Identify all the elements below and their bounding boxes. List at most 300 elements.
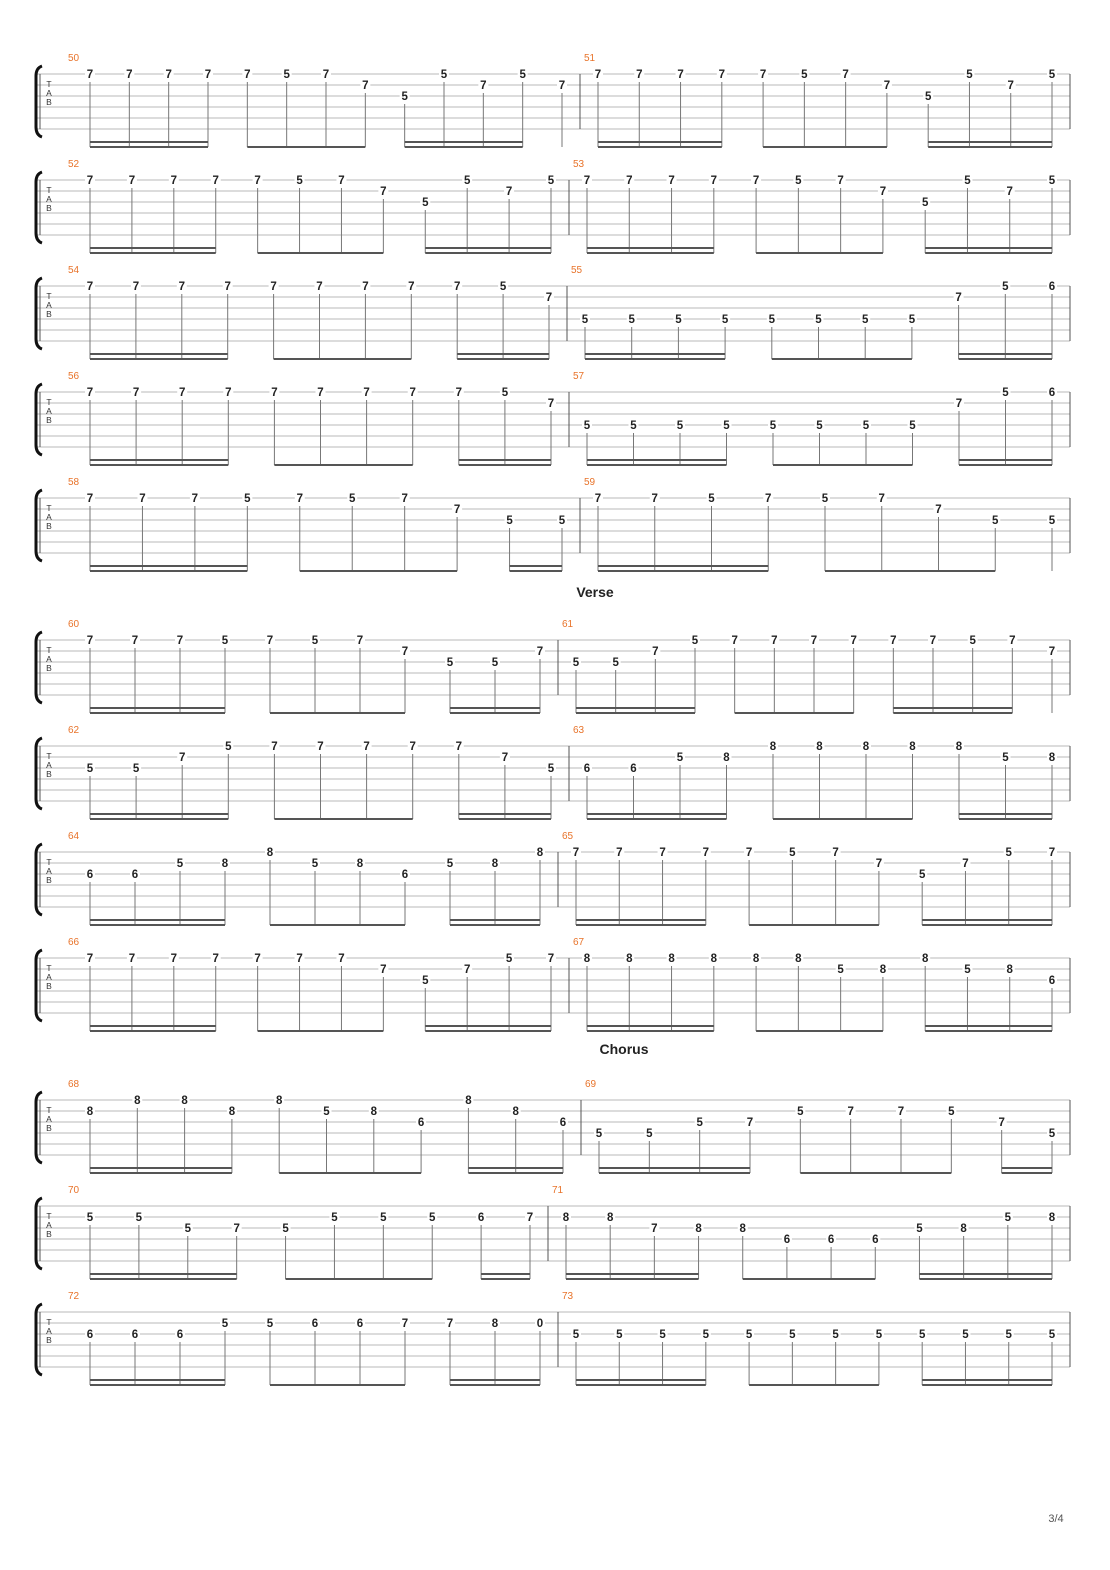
fret-number: 5	[1048, 1329, 1056, 1341]
fret-number: 7	[380, 186, 387, 198]
fret-number: 5	[962, 1329, 969, 1341]
beam	[587, 464, 727, 466]
beam	[922, 1384, 1052, 1386]
beam	[735, 712, 854, 714]
fret-number: 8	[491, 1318, 499, 1330]
fret-number: 6	[176, 1329, 184, 1341]
tab-system	[36, 619, 1070, 714]
fret-number: 5	[380, 1212, 387, 1224]
tab-system	[36, 477, 1070, 572]
fret-number: 7	[132, 281, 140, 293]
tab-clef-letter: A	[46, 654, 52, 664]
fret-number: 6	[131, 869, 139, 881]
fret-number: 6	[583, 763, 591, 775]
fret-number: 7	[225, 387, 232, 399]
fret-number: 7	[875, 858, 883, 870]
beam-secondary	[90, 565, 247, 567]
tab-clef-letter: B	[46, 663, 52, 673]
fret-number: 7	[1048, 646, 1056, 658]
fret-number: 7	[636, 69, 643, 81]
fret-number: 8	[710, 953, 718, 965]
fret-number: 5	[861, 314, 869, 326]
tab-clef-letter: A	[46, 1326, 52, 1336]
fret-number: 7	[583, 175, 591, 187]
measure-number: 51	[584, 53, 596, 64]
fret-number: 7	[883, 80, 891, 92]
fret-number: 7	[731, 635, 738, 647]
fret-number: 5	[837, 964, 844, 976]
fret-number: 7	[356, 635, 364, 647]
fret-number: 7	[501, 752, 509, 764]
measure-number: 61	[562, 619, 574, 630]
beam-secondary	[450, 707, 540, 709]
fret-number: 6	[1048, 975, 1056, 987]
fret-number: 7	[745, 847, 753, 859]
fret-number: 8	[370, 1106, 378, 1118]
system-bracket	[36, 1198, 42, 1269]
tab-clef-letter: T	[46, 503, 52, 513]
fret-number: 8	[1048, 752, 1056, 764]
fret-number: 7	[455, 387, 463, 399]
fret-number: 5	[1004, 1212, 1012, 1224]
fret-number: 8	[769, 741, 777, 753]
fret-number: 5	[135, 1212, 143, 1224]
beam	[270, 1384, 405, 1386]
beam	[90, 712, 225, 714]
beam	[90, 1278, 237, 1280]
fret-number: 5	[948, 1106, 955, 1118]
system-bracket	[36, 738, 42, 809]
fret-number: 7	[86, 387, 94, 399]
fret-number: 7	[86, 493, 94, 505]
fret-number: 5	[916, 1223, 923, 1235]
fret-number: 0	[536, 1318, 544, 1330]
fret-number: 5	[583, 420, 591, 432]
beam-secondary	[576, 707, 695, 709]
tab-system	[36, 159, 1070, 254]
tab-clef-letter: A	[46, 1114, 52, 1124]
tab-clef-letter: A	[46, 512, 52, 522]
fret-number: 7	[547, 953, 555, 965]
fret-number: 7	[178, 281, 186, 293]
beam	[773, 818, 913, 820]
fret-number: 7	[536, 646, 544, 658]
fret-number: 5	[1048, 175, 1056, 187]
beam-secondary	[922, 1379, 1052, 1381]
fret-number: 7	[126, 69, 133, 81]
fret-number: 7	[338, 953, 345, 965]
fret-number: 7	[1006, 186, 1013, 198]
fret-number: 5	[184, 1223, 191, 1235]
beam	[1002, 1172, 1052, 1174]
fret-number: 7	[233, 1223, 240, 1235]
tab-clef-letter: B	[46, 981, 52, 991]
fret-number: 5	[311, 635, 319, 647]
beam-secondary	[90, 247, 216, 249]
beam	[959, 818, 1052, 820]
beam-secondary	[405, 141, 523, 143]
fret-number: 5	[795, 175, 802, 187]
beam-secondary	[925, 247, 1052, 249]
fret-number: 5	[266, 1318, 274, 1330]
fret-number: 8	[606, 1212, 614, 1224]
tab-clef-letter: B	[46, 769, 52, 779]
beam	[587, 1030, 714, 1032]
fret-number: 5	[801, 69, 808, 81]
fret-number: 7	[935, 504, 942, 516]
fret-number: 5	[422, 975, 429, 987]
fret-number: 7	[659, 847, 666, 859]
beam	[587, 818, 727, 820]
beam	[825, 570, 995, 572]
measure-number: 63	[573, 725, 585, 736]
fret-number: 5	[832, 1329, 839, 1341]
fret-number: 8	[536, 847, 544, 859]
beam-secondary	[576, 1379, 706, 1381]
fret-number: 5	[702, 1329, 710, 1341]
beam	[270, 924, 405, 926]
beam	[270, 712, 405, 714]
fret-number: 7	[271, 387, 278, 399]
fret-number: 7	[677, 69, 684, 81]
measure-number: 52	[68, 159, 80, 170]
beam-secondary	[90, 141, 208, 143]
tab-clef-letter: T	[46, 963, 52, 973]
fret-number: 6	[477, 1212, 485, 1224]
beam	[800, 1172, 951, 1174]
fret-number: 7	[212, 953, 219, 965]
fret-number: 6	[86, 869, 94, 881]
beam-secondary	[510, 565, 562, 567]
fret-number: 7	[363, 387, 370, 399]
fret-number: 8	[960, 1223, 967, 1235]
fret-number: 5	[1048, 1128, 1056, 1140]
fret-number: 8	[266, 847, 274, 859]
tab-clef-letter: A	[46, 760, 52, 770]
fret-number: 5	[1002, 281, 1009, 293]
fret-number: 5	[821, 493, 829, 505]
fret-number: 5	[675, 314, 682, 326]
fret-number: 7	[317, 741, 324, 753]
fret-number: 7	[955, 398, 963, 410]
beam	[274, 358, 412, 360]
measure-number: 56	[68, 371, 80, 382]
beam-secondary	[959, 459, 1052, 461]
fret-number: 7	[651, 493, 658, 505]
fret-number: 7	[317, 387, 324, 399]
fret-number: 7	[771, 635, 778, 647]
fret-number: 5	[1048, 515, 1056, 527]
fret-number: 5	[789, 1329, 796, 1341]
fret-number: 6	[417, 1117, 425, 1129]
section-label-verse: Verse	[576, 584, 614, 600]
beam	[90, 818, 228, 820]
fret-number: 6	[1048, 281, 1056, 293]
tab-clef-letter: A	[46, 194, 52, 204]
beam	[893, 712, 1012, 714]
fret-number: 5	[745, 1329, 753, 1341]
fret-number: 5	[221, 1318, 229, 1330]
measure-number: 53	[573, 159, 585, 170]
beam-secondary	[587, 247, 714, 249]
fret-number: 7	[453, 504, 461, 516]
fret-number: 5	[505, 953, 513, 965]
fret-number: 8	[181, 1095, 188, 1107]
fret-number: 7	[850, 635, 857, 647]
fret-number: 5	[176, 858, 184, 870]
beam-secondary	[468, 1167, 563, 1169]
tab-clef-letter: A	[46, 300, 52, 310]
systems-layer	[36, 53, 1070, 1386]
fret-number: 8	[1006, 964, 1013, 976]
fret-number: 5	[225, 741, 232, 753]
fret-number: 8	[752, 953, 760, 965]
measure-number: 60	[68, 619, 80, 630]
beam	[90, 924, 225, 926]
fret-number: 5	[875, 1329, 883, 1341]
beam-secondary	[90, 707, 225, 709]
fret-number: 5	[422, 197, 429, 209]
beam	[90, 570, 247, 572]
fret-number: 7	[594, 493, 602, 505]
fret-number: 7	[165, 69, 172, 81]
fret-number: 7	[86, 635, 94, 647]
fret-number: 5	[558, 515, 566, 527]
fret-number: 8	[512, 1106, 519, 1118]
tab-clef-letter: A	[46, 972, 52, 982]
fret-number: 5	[646, 1128, 653, 1140]
fret-number: 7	[455, 741, 463, 753]
beam-secondary	[587, 813, 727, 815]
beam	[90, 1172, 232, 1174]
fret-number: 7	[380, 964, 387, 976]
fret-number: 8	[562, 1212, 570, 1224]
fret-number: 8	[491, 858, 499, 870]
measure-number: 59	[584, 477, 596, 488]
fret-number: 6	[86, 1329, 94, 1341]
system-bracket	[36, 1304, 42, 1375]
beam	[959, 464, 1052, 466]
fret-number: 5	[463, 175, 471, 187]
beam-secondary	[922, 919, 1052, 921]
fret-number: 5	[964, 964, 971, 976]
fret-number: 7	[212, 175, 219, 187]
tab-clef-letter: T	[46, 857, 52, 867]
fret-number: 7	[270, 281, 277, 293]
fret-number: 6	[356, 1318, 364, 1330]
fret-number: 7	[363, 741, 370, 753]
fret-number: 7	[842, 69, 849, 81]
beam	[576, 924, 706, 926]
fret-number: 7	[1007, 80, 1014, 92]
measure-number: 67	[573, 937, 585, 948]
tab-system	[36, 1079, 1070, 1174]
fret-number: 7	[752, 175, 760, 187]
fret-number: 7	[254, 175, 261, 187]
fret-number: 5	[696, 1117, 703, 1129]
fret-number: 8	[816, 741, 823, 753]
fret-number: 6	[827, 1234, 835, 1246]
system-bracket	[36, 1092, 42, 1163]
fret-number: 5	[86, 1212, 94, 1224]
fret-number: 7	[545, 292, 553, 304]
measure-number: 66	[68, 937, 80, 948]
tab-clef-letter: B	[46, 309, 52, 319]
fret-number: 5	[446, 657, 454, 669]
tab-clef-letter: T	[46, 79, 52, 89]
fret-number: 5	[1048, 69, 1056, 81]
tab-system	[36, 371, 1070, 466]
measure-number: 62	[68, 725, 80, 736]
beam	[286, 1278, 433, 1280]
fret-number: 7	[86, 281, 94, 293]
tab-clef-letter: T	[46, 1211, 52, 1221]
beam	[749, 1384, 879, 1386]
fret-number: 5	[676, 420, 684, 432]
measure-number: 69	[585, 1079, 597, 1090]
beam-secondary	[459, 813, 551, 815]
tab-system	[36, 1291, 1070, 1386]
fret-number: 7	[128, 953, 136, 965]
measure-number: 65	[562, 831, 574, 842]
fret-number: 7	[702, 847, 710, 859]
fret-number: 7	[718, 69, 726, 81]
fret-number: 7	[254, 953, 261, 965]
tab-clef-letter: A	[46, 1220, 52, 1230]
section-label-chorus: Chorus	[599, 1041, 649, 1057]
fret-number: 5	[721, 314, 729, 326]
fret-number: 5	[440, 69, 448, 81]
fret-number: 5	[547, 763, 555, 775]
beam	[274, 818, 412, 820]
beam-secondary	[587, 1025, 714, 1027]
fret-number: 7	[362, 281, 369, 293]
beam	[959, 358, 1052, 360]
beam	[925, 252, 1052, 254]
fret-number: 7	[266, 635, 274, 647]
fret-number: 7	[176, 635, 184, 647]
fret-number: 7	[409, 387, 416, 399]
tab-clef-letter: T	[46, 291, 52, 301]
beam	[90, 358, 228, 360]
beam	[405, 146, 523, 148]
fret-number: 7	[244, 69, 251, 81]
beam	[749, 924, 879, 926]
fret-number: 7	[878, 493, 885, 505]
tab-clef-letter: B	[46, 1123, 52, 1133]
fret-number: 7	[409, 741, 416, 753]
fret-number: 5	[296, 175, 303, 187]
fret-number: 5	[86, 763, 94, 775]
beam	[576, 712, 695, 714]
fret-number: 5	[499, 281, 507, 293]
beam	[773, 464, 913, 466]
measure-number: 57	[573, 371, 585, 382]
fret-number: 6	[131, 1329, 139, 1341]
fret-number: 8	[86, 1106, 94, 1118]
fret-number: 5	[612, 657, 619, 669]
fret-number: 5	[311, 858, 319, 870]
fret-number: 5	[992, 515, 999, 527]
fret-number: 7	[401, 493, 408, 505]
beam	[457, 358, 549, 360]
fret-number: 7	[362, 80, 369, 92]
beam-secondary	[425, 1025, 551, 1027]
tab-clef-letter: A	[46, 88, 52, 98]
measure-number: 68	[68, 1079, 80, 1090]
measure-number: 50	[68, 53, 80, 64]
beam	[928, 146, 1052, 148]
tab-system	[36, 265, 1070, 360]
fret-number: 5	[630, 420, 637, 432]
beam-secondary	[587, 459, 727, 461]
tab-clef-letter: A	[46, 406, 52, 416]
fret-number: 7	[322, 69, 330, 81]
fret-number: 5	[789, 847, 796, 859]
beam-secondary	[90, 1273, 237, 1275]
fret-number: 7	[316, 281, 323, 293]
fret-number: 5	[1002, 387, 1009, 399]
beam-secondary	[598, 141, 722, 143]
fret-number: 7	[170, 175, 178, 187]
system-bracket	[36, 278, 42, 349]
beam-secondary	[457, 353, 549, 355]
fret-number: 5	[1005, 847, 1012, 859]
beam-secondary	[425, 247, 551, 249]
tab-clef-letter: T	[46, 397, 52, 407]
beam-secondary	[459, 459, 551, 461]
fret-number: 8	[862, 741, 870, 753]
fret-number: 7	[401, 1318, 409, 1330]
tab-system	[36, 725, 1070, 820]
beam-secondary	[919, 1273, 1052, 1275]
beam	[279, 1172, 421, 1174]
fret-number: 5	[581, 314, 589, 326]
beam-secondary	[90, 1379, 225, 1381]
beam-secondary	[928, 141, 1052, 143]
fret-number: 7	[962, 858, 969, 870]
fret-number: 7	[128, 175, 136, 187]
fret-number: 5	[1005, 1329, 1012, 1341]
fret-number: 7	[271, 741, 278, 753]
beam	[425, 1030, 551, 1032]
fret-number: 5	[331, 1212, 338, 1224]
fret-number: 7	[668, 175, 675, 187]
beam	[258, 252, 384, 254]
fret-number: 7	[178, 387, 186, 399]
tab-clef-letter: B	[46, 521, 52, 531]
fret-number: 7	[765, 493, 772, 505]
fret-number: 7	[998, 1117, 1005, 1129]
fret-number: 7	[929, 635, 937, 647]
fret-number: 7	[1048, 847, 1056, 859]
fret-number: 8	[626, 953, 633, 965]
fret-number: 7	[526, 1212, 534, 1224]
beam	[274, 464, 412, 466]
fret-number: 5	[816, 420, 823, 432]
fret-number: 7	[139, 493, 146, 505]
beam-secondary	[90, 1167, 232, 1169]
fret-number: 7	[594, 69, 602, 81]
fret-number: 5	[659, 1329, 666, 1341]
beam	[481, 1278, 530, 1280]
beam-secondary	[576, 919, 706, 921]
fret-number: 5	[969, 635, 976, 647]
beam	[459, 818, 551, 820]
tab-clef-letter: B	[46, 1229, 52, 1239]
fret-number: 5	[1002, 752, 1009, 764]
fret-number: 8	[795, 953, 802, 965]
